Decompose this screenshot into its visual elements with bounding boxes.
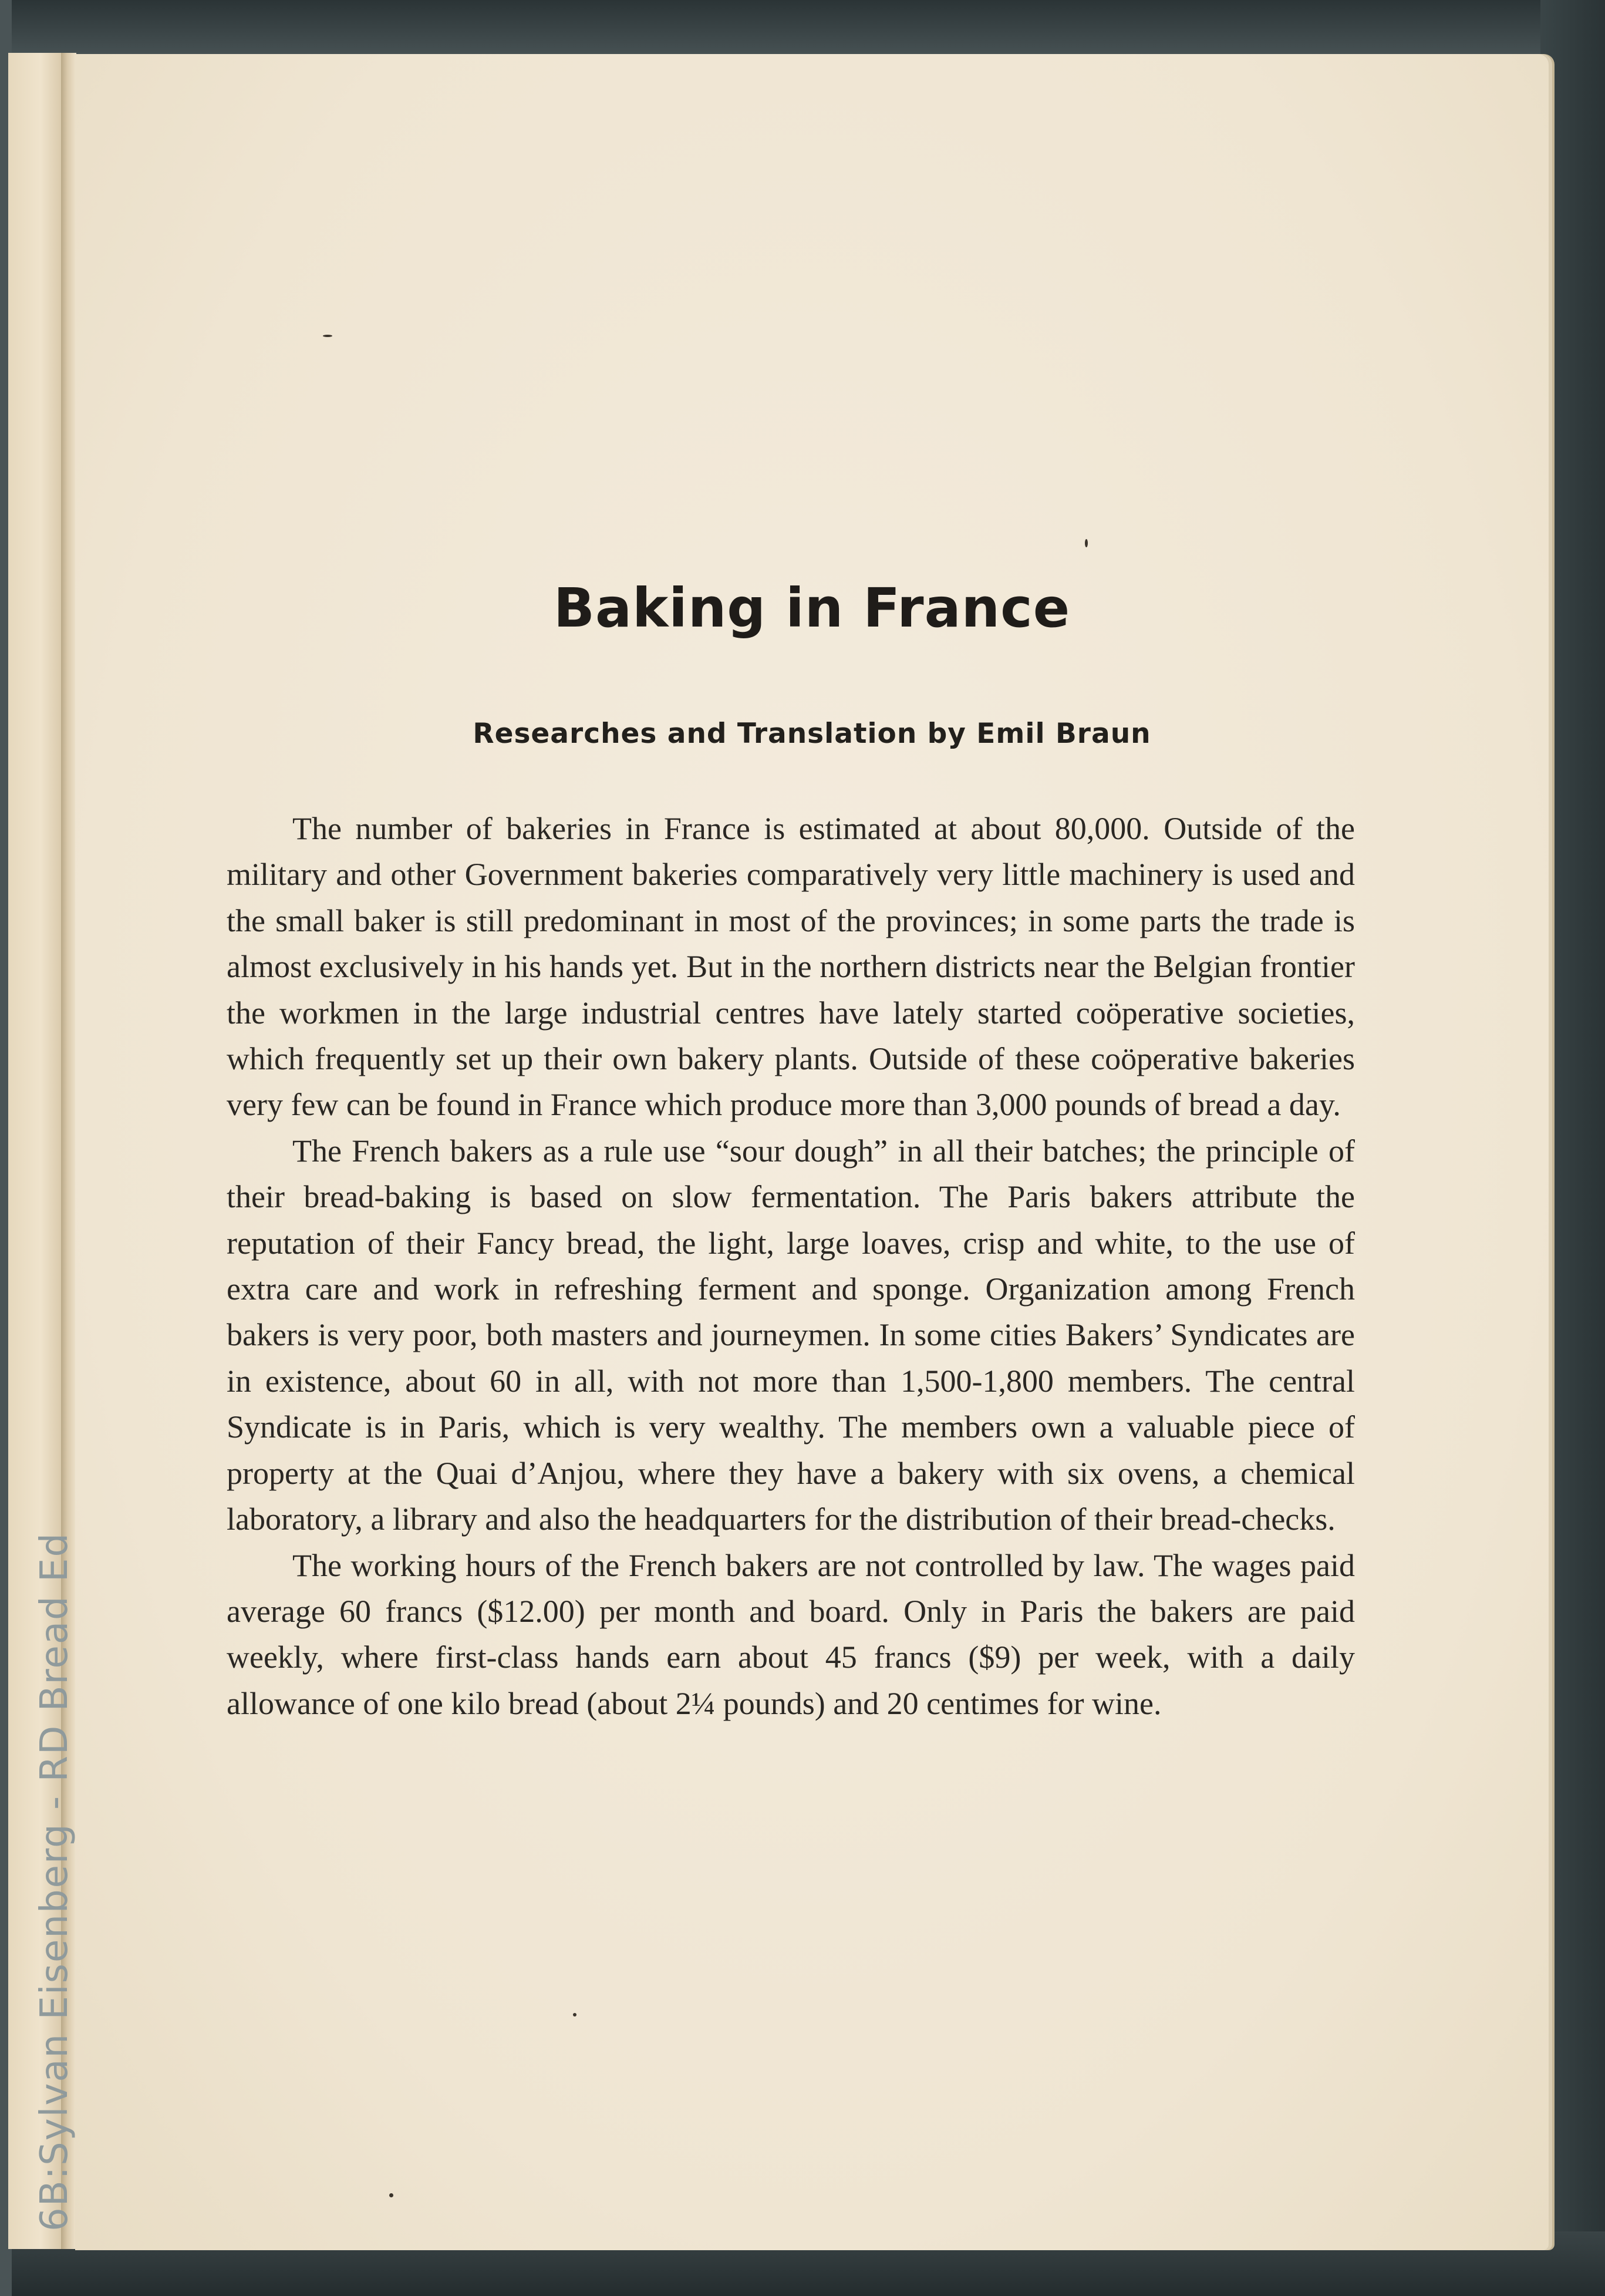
paragraph-2: The French bakers as a rule use “sour dough” in all their batches; the principle of their bread-baking is based on slow fermentation. The Paris bakers attribute the reputation of their Fancy bread, the light, large loaves, crisp and white, to the use of extra care and work in refreshing ferment and sponge. Organization among French bakers is very poor, both masters and journeymen. In some cities Bakers’ Syndicates are in existence, about 60 in all, with not more than 1,500-1,800 members. The central Syndicate is in Paris, which is very wealthy. The members own a valuable piece of property at the Quai d’Anjou, where they have a bakery with six ovens, a chemical laboratory, a library and also the headquarters for the distribution of their bread-checks. [227, 1133, 1355, 1537]
ink-speck [1085, 539, 1088, 547]
book-cover-right [1540, 0, 1605, 2296]
article-byline: Researches and Translation by Emil Braun [473, 718, 1151, 750]
article-body [227, 806, 1355, 1726]
paragraph-1: The number of bakeries in France is estimated at about 80,000. Outside of the military and other Government bakeries comparatively very little machinery is used and the small baker is still predominant in most of the provinces; in some parts the trade is almost exclusively in his hands yet. But in the northern districts near the Belgian frontier the workmen in the large industrial centres have lately started coöperative societies, which frequently set up their own bakery plants. Outside of these coöperative bakeries very few can be found in France which produce more than 3,000 pounds of bread a day. [227, 811, 1355, 1123]
handwritten-margin-note: 6B:Sylvan Eisenberg - RD Bread Ed [33, 1531, 76, 2231]
paragraph-3: The working hours of the French bakers are not controlled by law. The wages paid average 60 francs ($12.00) per month and board. Only in Paris the bakers are paid weekly, where first-class hands earn about 45 francs ($9) per week, with a daily allowance of one kilo bread (about 2¼ pounds) and 20 centimes for wine. [227, 1547, 1355, 1721]
ink-speck [323, 335, 332, 337]
book-page [75, 54, 1549, 2250]
article-title: Baking in France [553, 577, 1071, 639]
ink-speck [389, 2193, 393, 2197]
ink-speck [573, 2013, 576, 2016]
